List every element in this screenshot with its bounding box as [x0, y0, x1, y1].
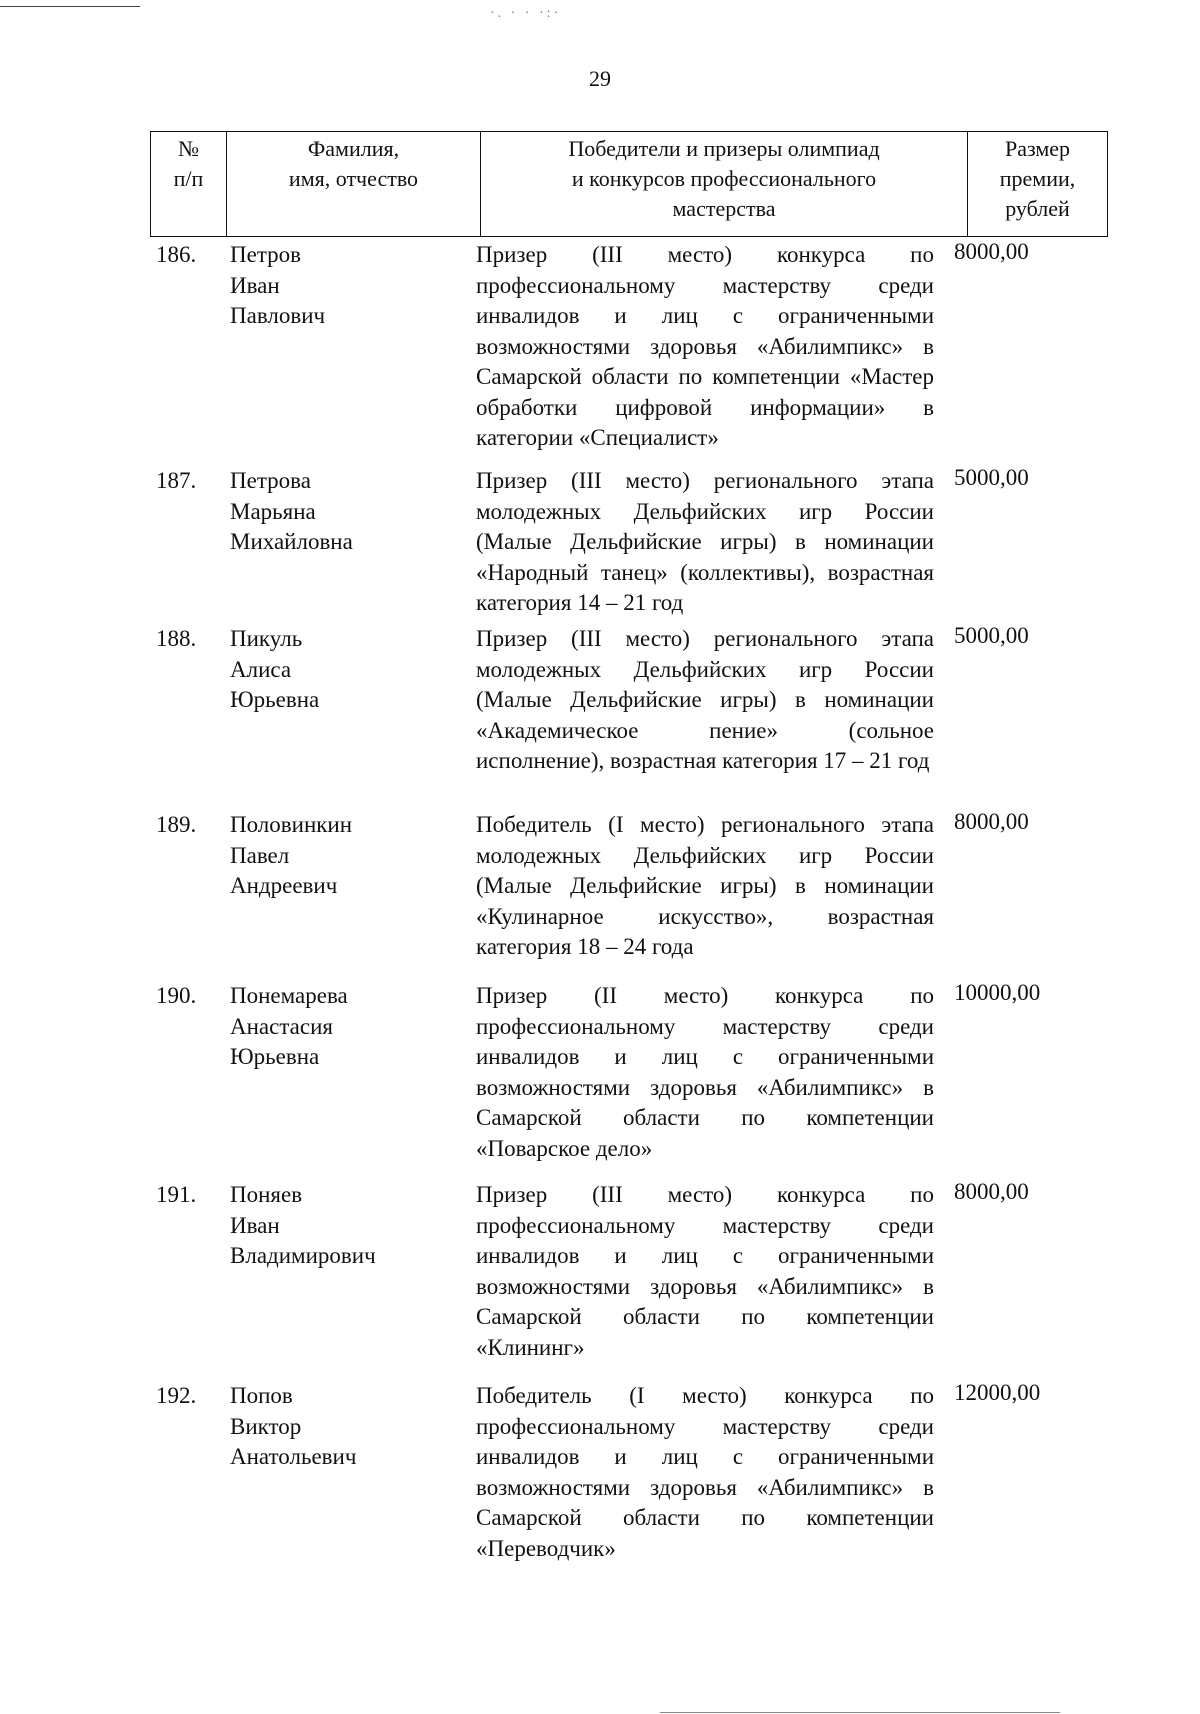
entry-patronymic: Владимирович — [230, 1243, 376, 1268]
entry-achievement: Победитель (I место) конкурса по профессиональному мастерству среди инвалидов и лиц с ограниченными возможностями здоровья «Абилимпикс» в Самарской области по компетенции «Переводчик» — [476, 1383, 934, 1561]
entry-surname: Половинкин — [230, 812, 353, 837]
entry-patronymic: Павлович — [230, 303, 326, 328]
entry-surname: Пикуль — [230, 626, 303, 651]
entry-prize: 10000,00 — [954, 980, 1041, 1005]
entry-number: 186. — [156, 242, 197, 267]
entry-number: 189. — [156, 812, 197, 837]
entry-achievement: Победитель (I место) регионального этапа молодежных Дельфийских игр России (Малые Дельфийские игры) в номинации «Кулинарное искусство», возрастная категория 18 – 24 года — [476, 812, 934, 959]
header-achievement-cell: Победители и призеры олимпиад и конкурсов профессионального мастерства — [481, 132, 968, 237]
entry-number: 190. — [156, 983, 197, 1008]
entry-prize: 5000,00 — [954, 465, 1029, 490]
entry-surname: Петров — [230, 242, 302, 267]
entry-fullname — [230, 1381, 460, 1473]
entry-achievement: Призер (III место) регионального этапа молодежных Дельфийских игр России (Малые Дельфийские игры) в номинации «Народный танец» (коллективы), возрастная категория 14 – 21 год — [476, 468, 934, 615]
entry-first-name: Иван — [230, 272, 280, 298]
entry-first-name: Алиса — [230, 656, 292, 682]
entry-number: 188. — [156, 626, 197, 651]
bottom-scan-rule — [660, 1712, 1060, 1713]
header-name-cell: Фамилия, имя, отчество — [227, 132, 481, 237]
scan-specks: ·. · · ·:· — [490, 6, 562, 21]
entry-prize: 12000,00 — [954, 1380, 1041, 1405]
entry-fullname — [230, 810, 460, 902]
entry-patronymic: Юрьевна — [230, 687, 320, 712]
entry-number: 191. — [156, 1182, 197, 1207]
entry-fullname — [230, 466, 460, 558]
entry-number: 187. — [156, 468, 197, 493]
header-number-cell: № п/п — [151, 132, 227, 237]
entry-patronymic: Андреевич — [230, 873, 338, 898]
entry-number: 192. — [156, 1383, 197, 1408]
header-prize-cell: Размер премии, рублей — [968, 132, 1108, 237]
entry-first-name: Марьяна — [230, 498, 316, 524]
table-header — [150, 131, 1108, 237]
entry-surname: Петрова — [230, 468, 311, 493]
entry-achievement: Призер (III место) конкурса по профессиональному мастерству среди инвалидов и лиц с ограниченными возможностями здоровья «Абилимпикс» в Самарской области по компетенции «Клининг» — [476, 1182, 934, 1360]
entry-first-name: Иван — [230, 1212, 280, 1238]
entry-achievement: Призер (III место) конкурса по профессиональному мастерству среди инвалидов и лиц с ограниченными возможностями здоровья «Абилимпикс» в Самарской области по компетенции «Мастер обработки цифровой информации» в категории «Специалист» — [476, 242, 934, 450]
entry-achievement: Призер (II место) конкурса по профессиональному мастерству среди инвалидов и лиц с ограниченными возможностями здоровья «Абилимпикс» в Самарской области по компетенции «Поварское дело» — [476, 983, 934, 1161]
entry-fullname — [230, 624, 460, 716]
entry-patronymic: Михайловна — [230, 529, 353, 554]
entry-achievement: Призер (III место) регионального этапа молодежных Дельфийских игр России (Малые Дельфийские игры) в номинации «Академическое пение» (сольное исполнение), возрастная категория 17 – 21 год — [476, 626, 934, 773]
entry-surname: Понемарева — [230, 983, 348, 1008]
entry-patronymic: Анатольевич — [230, 1444, 357, 1469]
entry-prize: 8000,00 — [954, 1179, 1029, 1204]
entry-fullname — [230, 240, 460, 332]
table-header-row — [151, 132, 1108, 237]
entry-first-name: Павел — [230, 842, 290, 868]
entry-fullname — [230, 1180, 460, 1272]
entry-prize: 8000,00 — [954, 809, 1029, 834]
entry-fullname — [230, 981, 460, 1073]
entry-surname: Попов — [230, 1383, 293, 1408]
entry-prize: 5000,00 — [954, 623, 1029, 648]
page-number: 29 — [589, 66, 611, 91]
entry-first-name: Анастасия — [230, 1013, 333, 1039]
entry-first-name: Виктор — [230, 1413, 302, 1439]
entry-patronymic: Юрьевна — [230, 1044, 320, 1069]
entry-surname: Поняев — [230, 1182, 303, 1207]
entry-prize: 8000,00 — [954, 239, 1029, 264]
top-scan-rule — [0, 6, 140, 7]
